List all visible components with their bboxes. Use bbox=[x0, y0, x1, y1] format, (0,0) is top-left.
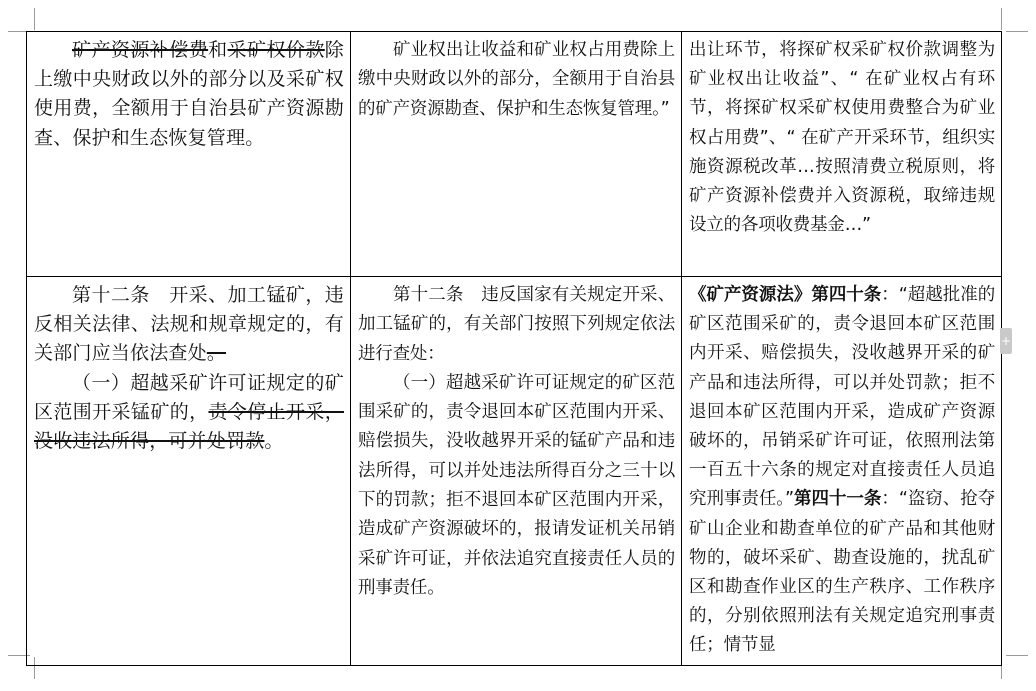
table-cell-basis[interactable] bbox=[682, 32, 1002, 277]
cell-paragraph bbox=[689, 36, 995, 240]
bold-citation-text: 《矿产资源法》第四十条 bbox=[689, 285, 882, 305]
cell-text: 和 bbox=[208, 39, 228, 61]
cell-text: （一）超越采矿许可证规定的矿区范围开采锰矿的， bbox=[34, 371, 344, 423]
deleted-text: 。 bbox=[206, 342, 227, 365]
cell-paragraph bbox=[34, 36, 344, 153]
crop-mark-top-left-vertical bbox=[34, 8, 35, 30]
deleted-text: 采矿权价款 bbox=[227, 39, 325, 61]
crop-mark-top-right-vertical bbox=[1001, 8, 1002, 30]
cell-text: ：“超越批准的矿区范围采矿的，责令退回本矿区范围内开采、赔偿损失，没收越界开采的矿产品和违法所得，可以并处罚款；拒不退回本矿区范围内开采，造成矿产资源破坏的，吊销采矿许可证，依照刑法第一百五十六条的规定对直接责任人员追究刑事责任。” bbox=[689, 285, 995, 510]
cell-text: 第十二条 违反国家有关规定开采、加工锰矿的，有关部门按照下列规定依法进行查处： bbox=[358, 285, 675, 364]
cell-text: 矿业权出让收益和矿业权占用费除上缴中央财政以外的部分，全额用于自治县的矿产资源勘查、保护和生态恢复管理。” bbox=[358, 40, 675, 119]
crop-mark-bottom-right-horizontal bbox=[1006, 655, 1028, 656]
cell-text: ：“盗窃、抢夺矿山企业和勘查单位的矿产品和其他财物的，破坏采矿、勘查设施的，扰乱矿区和勘查作业区的生产秩序、工作秩序的，分别依照刑法有关规定追究刑事责任；情节显 bbox=[689, 489, 995, 656]
table-cell-basis[interactable] bbox=[682, 277, 1002, 666]
deleted-text: 矿产资源补偿费 bbox=[72, 39, 209, 61]
cell-paragraph bbox=[689, 281, 995, 661]
deleted-text: 责令停止开采，没收违法所得，可并处罚款 bbox=[34, 400, 344, 453]
cell-text: 。 bbox=[264, 430, 284, 453]
table-cell-revised[interactable] bbox=[351, 277, 682, 666]
table-cell-revised[interactable] bbox=[351, 32, 682, 277]
table-row bbox=[27, 32, 1002, 277]
table-row bbox=[27, 277, 1002, 666]
bold-citation-text: 第四十一条 bbox=[793, 489, 882, 510]
cell-text: 第十二条 开采、加工锰矿，违反相关法律、法规和规章规定的，有关部门应当依法查处 bbox=[34, 284, 344, 365]
cell-paragraph bbox=[358, 281, 675, 369]
cell-text: （一）超越采矿许可证规定的矿区范围采矿的，责令退回本矿区范围内开采、赔偿损失，没收越界开采的锰矿产品和违法所得，可以并处违法所得百分之三十以下的罚款；拒不退回本矿区范围内开采，造成矿产资源破坏的，报请发证机关吊销采矿许可证，并依法追究直接责任人员的刑事责任。 bbox=[358, 372, 675, 598]
expand-side-button[interactable]: + bbox=[1000, 328, 1012, 354]
cell-paragraph bbox=[34, 281, 344, 369]
cell-text: 出让环节，将探矿权采矿权价款调整为矿业权出让收益”、“ 在矿业权占有环节，将探矿权采矿权使用费整合为矿业权占用费”、“ 在矿产开采环节，组织实施资源税改革…按照清费立税原则，将矿产资源补偿费并入资源税，取缔违规设立的各项收费基金…” bbox=[689, 40, 995, 236]
cell-text: 除上缴中央财政以外的部分以及采矿权使用费，全额用于自治县矿产资源勘查、保护和生态恢复管理。 bbox=[34, 39, 344, 149]
comparison-table bbox=[26, 31, 1002, 666]
table-cell-original[interactable] bbox=[27, 32, 351, 277]
table-cell-original[interactable] bbox=[27, 277, 351, 666]
cell-paragraph bbox=[358, 369, 675, 603]
cell-paragraph bbox=[34, 369, 344, 457]
crop-mark-top-right-horizontal bbox=[1006, 31, 1028, 32]
cell-paragraph bbox=[358, 36, 675, 124]
